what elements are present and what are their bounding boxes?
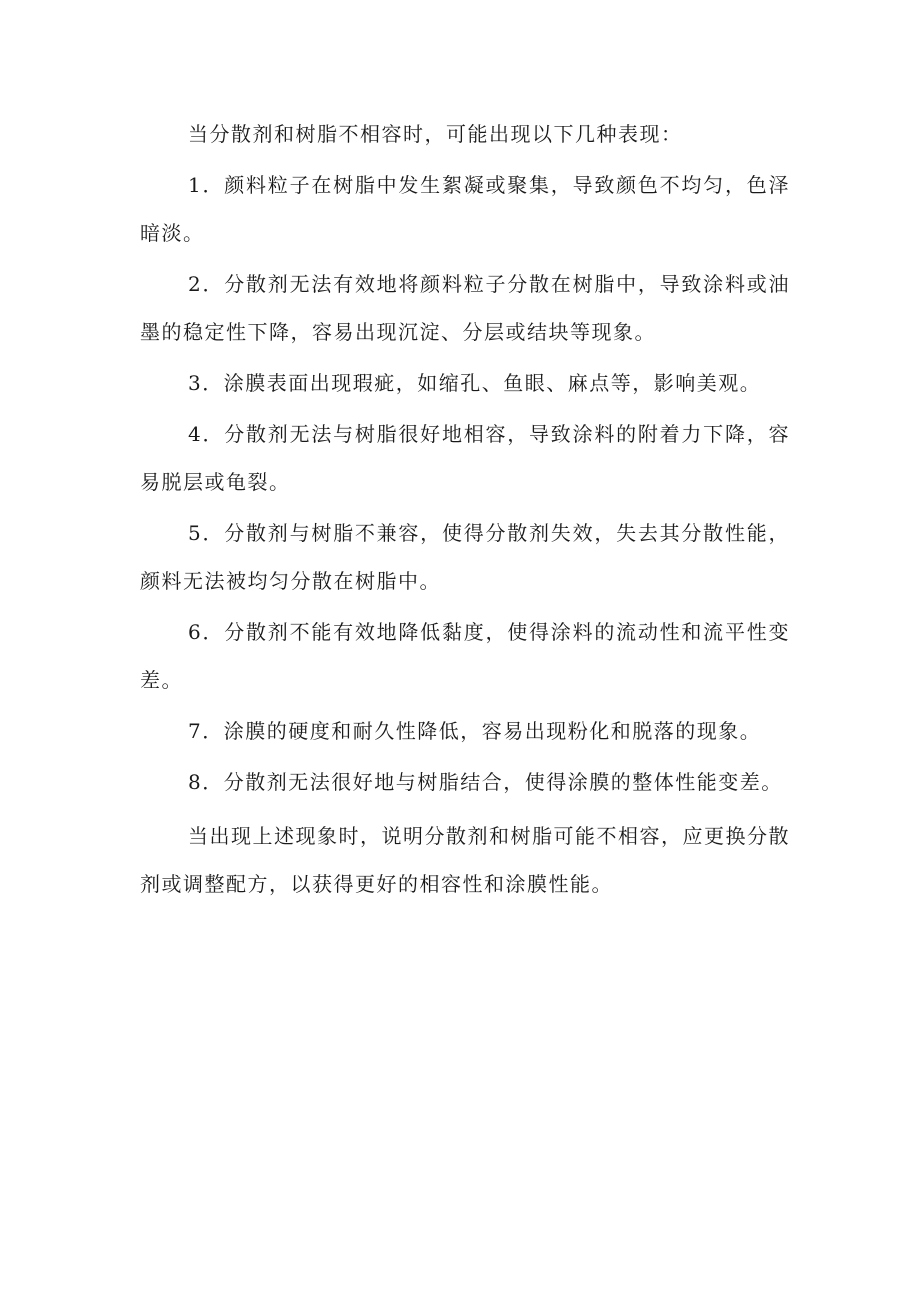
list-item-5: 5．分散剂与树脂不兼容，使得分散剂失效，失去其分散性能，颜料无法被均匀分散在树脂中。 bbox=[140, 521, 790, 593]
list-item-6: 6．分散剂不能有效地降低黏度，使得涂料的流动性和流平性变差。 bbox=[140, 620, 790, 692]
list-item-2: 2．分散剂无法有效地将颜料粒子分散在树脂中，导致涂料或油墨的稳定性下降，容易出现沉淀、分层或结块等现象。 bbox=[140, 272, 790, 344]
intro-paragraph: 当分散剂和树脂不相容时，可能出现以下几种表现： bbox=[188, 122, 683, 146]
document-body bbox=[140, 110, 790, 911]
list-item-3: 3．涂膜表面出现瑕疵，如缩孔、鱼眼、麻点等，影响美观。 bbox=[188, 371, 762, 395]
list-item-7: 7．涂膜的硬度和耐久性降低，容易出现粉化和脱落的现象。 bbox=[188, 719, 762, 743]
conclusion-paragraph: 当出现上述现象时，说明分散剂和树脂可能不相容，应更换分散剂或调整配方，以获得更好的相容性和涂膜性能。 bbox=[140, 824, 790, 896]
list-item-1: 1．颜料粒子在树脂中发生絮凝或聚集，导致颜色不均匀，色泽暗淡。 bbox=[140, 173, 790, 245]
list-item-8: 8．分散剂无法很好地与树脂结合，使得涂膜的整体性能变差。 bbox=[188, 770, 783, 794]
list-item-4: 4．分散剂无法与树脂很好地相容，导致涂料的附着力下降，容易脱层或龟裂。 bbox=[140, 422, 790, 494]
